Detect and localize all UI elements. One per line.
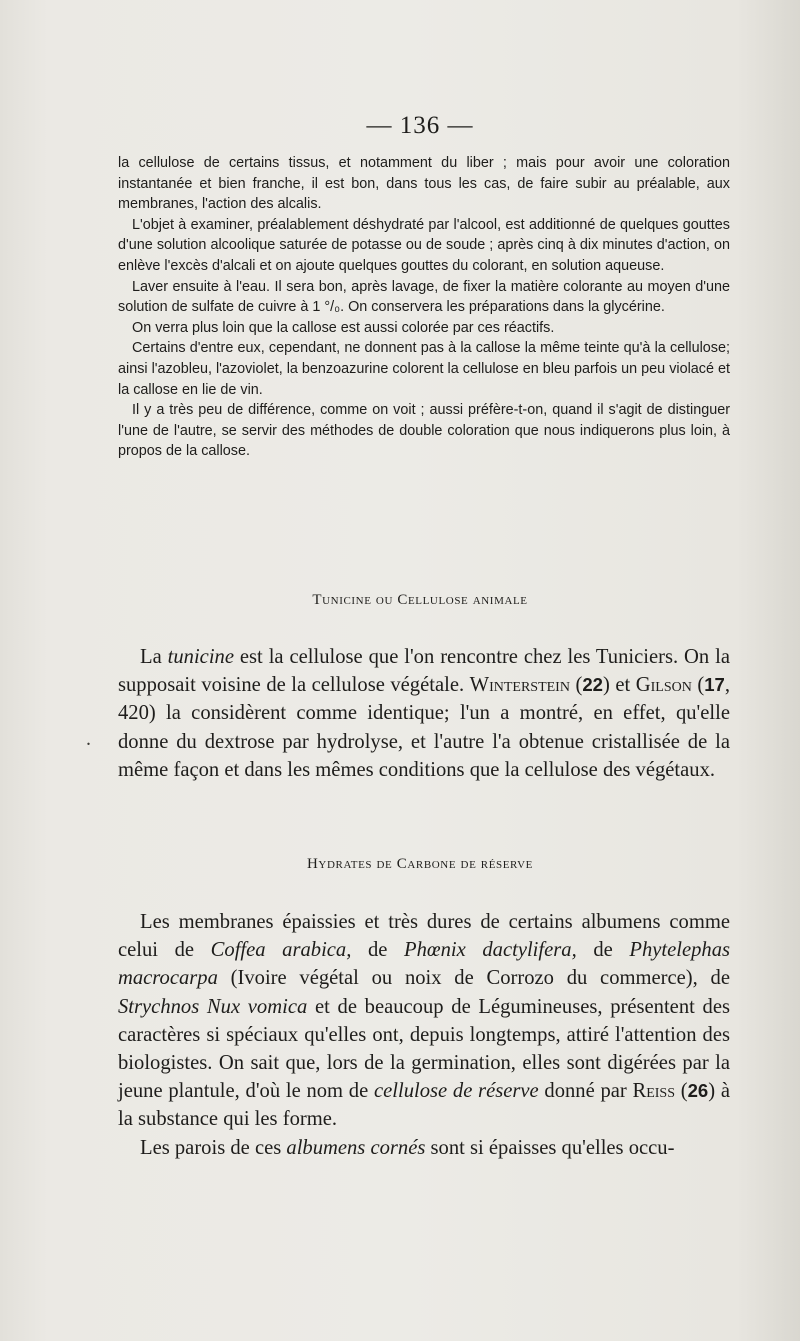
reference-22: 22 [582,674,603,696]
page-number: — 136 — [366,112,474,139]
small-text-block [118,153,730,462]
heading-hydrates-carbone: Hydrates de Carbone de réserve [307,856,533,872]
section-tunicine-text [118,643,730,784]
author-winterstein: Winterstein [469,674,570,697]
author-reiss: Reiss [632,1080,676,1103]
paragraph-membranes: Les membranes épaissies et très dures de certains albumens comme celui de Coffea arabica, de Phœnix dactylifera, de Phytelephas macrocarpa (Ivoire végétal ou noix de Corrozo du commerce), de Strychnos Nux vomica et de beaucoup de Légumineuses, présentent des caractères si spéciaux qu'elles ont, depuis longtemps, attiré l'attention des biologistes. On sait que, lors de la germination, elles sont digérées par la jeune plantule, d'où le nom de cellulose de réserve donné par Reiss (26) à la substance qui les forme. [118,911,731,1131]
section-reserve-text [118,908,730,1162]
margin-dot-mark: . [86,728,91,750]
reference-26: 26 [687,1080,709,1102]
author-gilson: Gilson [635,674,692,697]
paragraph-certains-entre-eux: Certains d'entre eux, cependant, ne donnent pas à la callose la même teinte qu'à la cellulose; ainsi l'azobleu, l'azoviolet, la benzoazurine colorent la cellulose en bleu parfois un peu violacé et la callose en lie de vin. [118,340,730,398]
paragraph-callose-coloree: On verra plus loin que la callose est aussi colorée par ces réactifs. [132,319,555,336]
paragraph-tunicine: La tunicine est la cellulose que l'on rencontre chez les Tuniciers. On la supposait voisine de la cellulose végétale. Winterstein (22) et Gilson (17, 420) la considèrent comme identique; l'un a montré, en effet, qu'elle donne du dextrose par hydrolyse, et l'autre l'a obtenue cristallisée de la même façon et dans les mêmes conditions que la cellulose des végétaux. [118,646,731,781]
paragraph-laver: Laver ensuite à l'eau. Il sera bon, après lavage, de fixer la matière colorante au moyen d'une solution de sulfate de cuivre à 1 °/₀. On conservera les préparations dans la glycérine. [118,278,730,316]
heading-tunicine: Tunicine ou Cellulose animale [312,592,528,608]
reference-17: 17 [704,674,725,696]
paragraph-objet-examiner: L'objet à examiner, préalablement déshydraté par l'alcool, est additionné de quelques gouttes d'une solution alcoolique saturée de potasse ou de soude ; après cinq à dix minutes d'action, on enlève l'excès d'alcali et on ajoute quelques gouttes du colorant, en solution aqueuse. [118,216,730,274]
paragraph-cellulose-coloration: la cellulose de certains tissus, et notamment du liber ; mais pour avoir une coloration instantanée et bien franche, il est bon, dans tous les cas, de faire subir au préalable, aux membranes, l'action des alcalis. [118,155,730,213]
paragraph-parois: Les parois de ces albumens cornés sont si épaisses qu'elles occu- [140,1136,675,1159]
paragraph-difference: Il y a très peu de différence, comme on voit ; aussi préfère-t-on, quand il s'agit de distinguer l'une de l'autre, se servir des méthodes de double coloration que nous indiquerons plus loin, à propos de la callose. [118,402,730,460]
